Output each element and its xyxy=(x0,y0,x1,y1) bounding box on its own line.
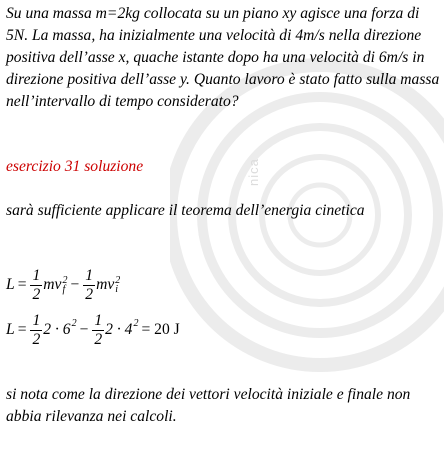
formula1-term2-indices xyxy=(115,276,120,294)
formula1-term1-sub: f xyxy=(62,284,66,296)
fraction-denominator: 2 xyxy=(32,330,41,348)
formula2-fraction-1 xyxy=(30,313,42,347)
formula-numeric-result xyxy=(6,313,183,347)
formula2-fraction-2 xyxy=(92,313,104,347)
formula1-fraction-1 xyxy=(30,268,42,302)
watermark-text: nica xyxy=(246,158,261,186)
formula2-term2-sup: 2 xyxy=(133,317,139,329)
formula1-equals: = xyxy=(17,276,27,294)
formula1-term2-sup: 2 xyxy=(115,275,121,287)
formula2-term2: 2 · 4 xyxy=(105,321,133,339)
fraction-numerator: 1 xyxy=(32,267,41,284)
fraction-numerator: 1 xyxy=(85,267,94,284)
formula1-term1-sup: 2 xyxy=(62,275,68,287)
formula2-minus: − xyxy=(79,321,89,339)
fraction-denominator: 2 xyxy=(85,285,94,303)
formula1-fraction-2 xyxy=(83,268,95,302)
formula1-term2-sub: i xyxy=(115,284,119,296)
formula1-lhs: L xyxy=(6,276,15,294)
formula1-term1-indices xyxy=(62,276,67,294)
solution-conclusion: si nota come la direzione dei vettori velocità iniziale e finale non abbia rilevanza nei calcoli. xyxy=(6,386,411,425)
formula2-lhs: L xyxy=(6,321,15,339)
solution-title: esercizio 31 soluzione xyxy=(6,158,144,175)
formula2-equals: = xyxy=(17,321,27,339)
formula1-term2: mv xyxy=(96,276,115,294)
problem-statement: Su una massa m=2kg collocata su un piano xy agisce una forza di 5N. La massa, ha inizialmente una velocità di 4m/s nella direzione positiva dell’asse x, quache istante dopo ha una velocità di 6m/s in direzione positiva dell’asse y. Quanto lavoro è stato fatto sulla massa nell’intervallo di tempo considerato? xyxy=(6,5,440,110)
fraction-denominator: 2 xyxy=(32,285,41,303)
formula1-term1: mv xyxy=(43,276,62,294)
solution-intro: sarà sufficiente applicare il teorema dell’energia cinetica xyxy=(6,202,365,219)
formula2-term1: 2 · 6 xyxy=(43,321,71,339)
fraction-numerator: 1 xyxy=(32,312,41,329)
fraction-denominator: 2 xyxy=(94,330,103,348)
formula-kinetic-energy-theorem xyxy=(6,268,120,302)
formula2-result: = 20 J xyxy=(141,321,180,339)
formula2-term1-sup: 2 xyxy=(71,317,77,329)
fraction-numerator: 1 xyxy=(94,312,103,329)
formula1-minus: − xyxy=(70,276,80,294)
